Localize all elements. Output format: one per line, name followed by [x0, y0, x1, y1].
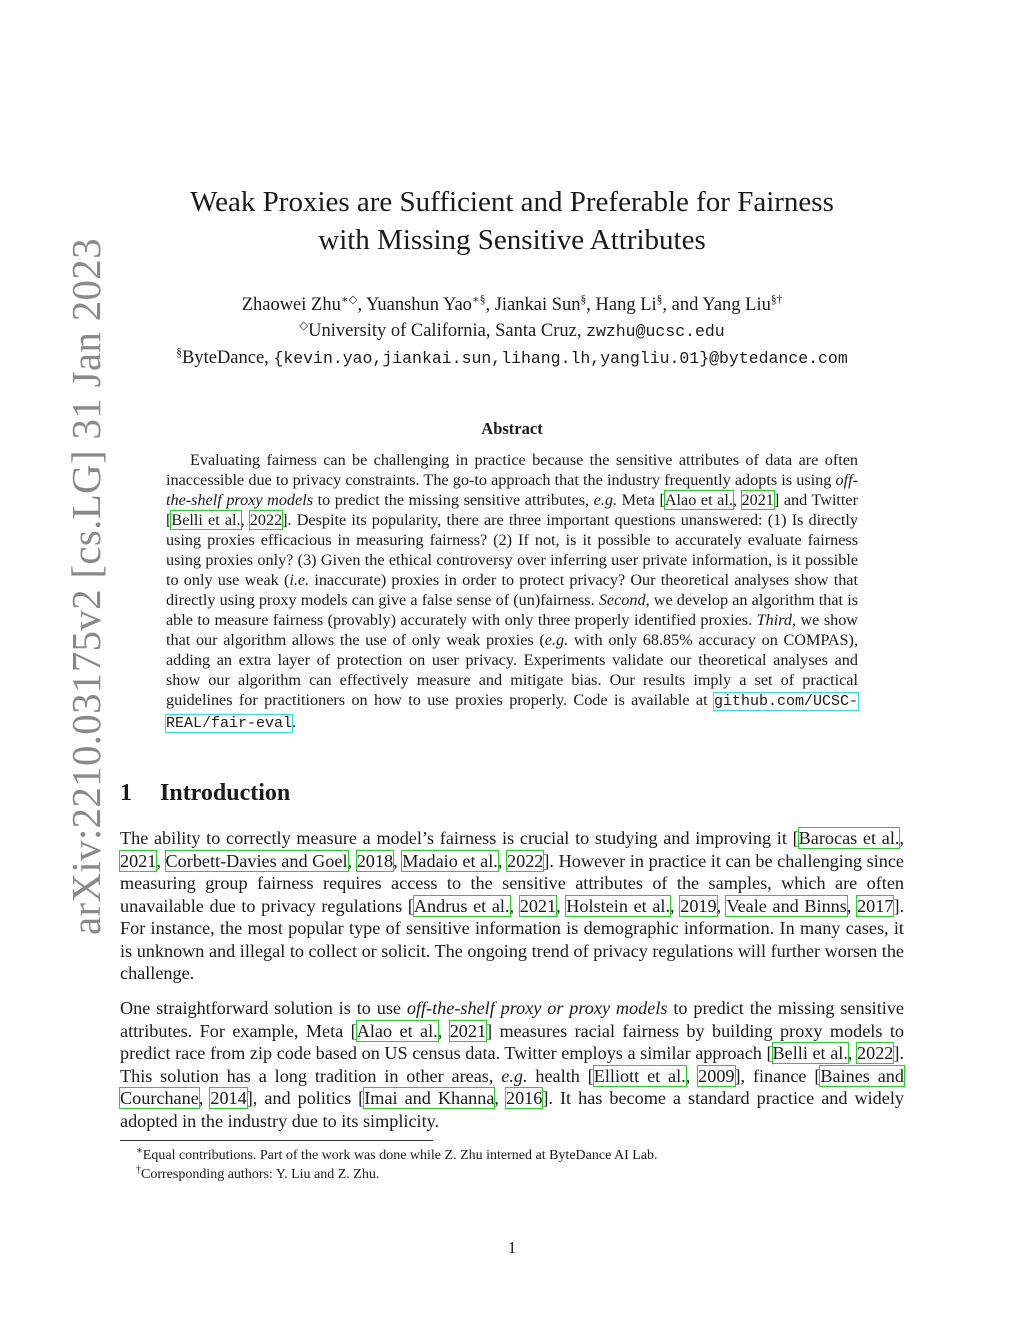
footnotes: [136, 1146, 658, 1184]
paragraph-text: health [: [527, 1065, 594, 1086]
citation-link[interactable]: 2022: [507, 850, 544, 871]
citation-link[interactable]: Belli et al.: [171, 511, 241, 529]
citation-link[interactable]: 2009: [698, 1065, 735, 1086]
author-mark: §: [580, 293, 587, 306]
citation-link[interactable]: 2022: [857, 1043, 894, 1063]
abstract-emphasis: e.g.: [544, 631, 569, 649]
paragraph-text: ]. It has become a standard practice and widely adopted in the industry due to its simplicity.: [120, 1088, 904, 1131]
abstract-text: Evaluating fairness can be challenging in practice because the sensitive attributes of data are often inaccessible due to privacy constraints. The go-to approach that the industry frequently adopts is using: [166, 451, 858, 489]
citation-link[interactable]: Imai and Khanna: [364, 1088, 495, 1108]
section-number: 1: [120, 780, 132, 806]
citation-link[interactable]: 2022: [249, 511, 283, 529]
abstract-emphasis: Second: [598, 591, 646, 609]
paragraph-emphasis: e.g.: [501, 1065, 528, 1086]
author-name: and Yang Liu: [671, 295, 771, 315]
citation-link[interactable]: Barocas et al.: [798, 828, 900, 848]
abstract-text: inaccurate) proxies in order to protect privacy? Our theoretical analyses show that directly using proxy models can give a false sense of (un)fairness.: [166, 571, 858, 609]
citation-link[interactable]: 2014: [210, 1088, 247, 1108]
paper-title: [140, 183, 884, 259]
affil-text: University of California, Santa Cruz,: [308, 321, 587, 341]
code-url-link[interactable]: github.com/UCSC-REAL/fair-eval: [166, 693, 858, 732]
abstract-emphasis: Third: [756, 611, 792, 629]
paragraph-text: The ability to correctly measure a model’s fairness is crucial to studying and improving it [: [120, 828, 799, 848]
citation-link[interactable]: Baines and Courchane: [120, 1065, 904, 1108]
citation-link[interactable]: 2021: [120, 850, 157, 871]
footnote-text: Equal contributions. Part of the work was done while Z. Zhu interned at ByteDance AI Lab.: [142, 1148, 658, 1163]
citation-link[interactable]: 2021: [741, 491, 774, 509]
paragraph-text: ]. For instance, the most popular type of sensitive information is demographic information. In many cases, it is unknown and illegal to collect or solicit. The ongoing trend of privacy regulations will further worsen the challenge.: [120, 895, 905, 983]
affil-mark: §: [176, 346, 182, 359]
paragraph-text: ], finance [: [734, 1065, 821, 1086]
author-name: Zhaowei Zhu: [241, 295, 341, 315]
citation-link[interactable]: 2018: [356, 850, 394, 871]
citation-link[interactable]: 2019: [680, 895, 717, 916]
citation-link[interactable]: Veale and Binns: [726, 895, 847, 916]
footnote-divider: [120, 1140, 433, 1141]
paragraph-text: ] measures racial fairness by building proxy models to predict race from zip code based on US census data. Twitter employs a similar approach [: [120, 1020, 904, 1063]
author-name: Jiankai Sun: [494, 295, 581, 315]
abstract-emphasis: off-the-shelf proxy models: [166, 471, 858, 509]
footnote-mark: †: [136, 1164, 141, 1176]
author-line: [120, 292, 904, 318]
arxiv-stamp-text: arXiv:2210.03175v2 [cs.LG] 31 Jan 2023: [63, 238, 109, 935]
email-link[interactable]: {kevin.yao,jiankai.sun,lihang.lh,yangliu.01}@bytedance.com: [273, 349, 848, 368]
paragraph-text: to predict the missing sensitive attributes. For example, Meta [: [120, 998, 904, 1041]
citation-link[interactable]: 2021: [519, 895, 557, 916]
author-name: Yuanshun Yao: [366, 295, 472, 315]
citation-link[interactable]: Elliott et al.: [593, 1065, 686, 1086]
abstract-body: Evaluating fairness can be challenging in practice because the sensitive attributes of data are often inaccessible due to privacy constraints. The go-to approach that the industry frequently adopts is using off-the-shelf proxy models to predict the missing sensitive attributes, e.g. Meta [Alao et al., 2021] and Twitter [Belli et al., 2022]. Despite its popularity, there are three important questions unanswered: (1) Is directly using proxies efficacious in measuring fairness? (2) If not, is it possible to accurately evaluate fairness using proxies only? (3) Given the ethical controversy over inferring user private information, is it possible to only use weak (i.e. inaccurate) proxies in order to protect privacy? Our theoretical analyses show that directly using proxy models can give a false sense of (un)fairness. Second, we develop an algorithm that is able to measure fairness (provably) accurately with only three properly identified proxies. Third, we show that our algorithm allows the use of only weak proxies (e.g. with only 68.85% accuracy on COMPAS), adding an extra layer of protection on user privacy. Experiments validate our theoretical analyses and show our algorithm can effectively measure and mitigate bias. Our results imply a set of practical guidelines for practitioners on how to use proxies properly. Code is available at github.com/UCSC-REAL/fair-eval.: [166, 451, 859, 732]
page-number: 1: [507, 1238, 517, 1257]
footnote-2: [136, 1165, 658, 1184]
email-link[interactable]: zwzhu@ucsc.edu: [586, 322, 725, 341]
citation-link[interactable]: Madaio et al.: [402, 850, 498, 871]
author-separator: ,: [662, 295, 672, 315]
author-mark: §†: [770, 293, 783, 306]
affil-mark: ◇: [299, 319, 309, 332]
author-separator: ,: [586, 295, 596, 315]
intro-paragraph-1: The ability to correctly measure a model’s fairness is crucial to studying and improving it [Barocas et al., 2021, Corbett-Davies and Goel, 2018, Madaio et al., 2022]. However in practice it can be challenging since measuring group fairness requires access to the sensitive attributes of the samples, which are often unavailable due to privacy regulations [Andrus et al., 2021, Holstein et al., 2019, Veale and Binns, 2017]. For instance, the most popular type of sensitive information is demographic information. In many cases, it is unknown and illegal to collect or solicit. The ongoing trend of privacy regulations will further worsen the challenge.: [120, 828, 905, 983]
abstract-text: Meta [: [617, 491, 665, 509]
abstract-text: with only 68.85% accuracy on COMPAS), adding an extra layer of protection on user privacy. Experiments validate our theoretical analyses and show our algorithm can effectively measure and mitigate bias. Our results imply a set of practical guidelines for practitioners on how to use proxies properly. Code is available at: [166, 631, 858, 709]
affiliation-bytedance: [120, 345, 904, 372]
paragraph-text: ]. However in practice it can be challenging since measuring group fairness requires access to the sensitive attributes of the samples, which are often unavailable due to privacy regulations [: [120, 850, 905, 916]
abstract-text: , we develop an algorithm that is able to measure fairness (provably) accurately with only three properly identified proxies.: [166, 591, 858, 629]
title-line-2: with Missing Sensitive Attributes: [318, 224, 706, 256]
affil-text: ByteDance,: [182, 348, 274, 368]
author-mark: ∗§: [471, 293, 486, 306]
footnote-text: Corresponding authors: Y. Liu and Z. Zhu.: [141, 1167, 380, 1182]
abstract-text: .: [292, 713, 297, 731]
abstract-emphasis: i.e.: [289, 571, 310, 589]
author-mark: §: [656, 293, 663, 306]
section-heading: [120, 780, 290, 807]
intro-paragraph-2: One straightforward solution is to use off-the-shelf proxy or proxy models to predict the missing sensitive attributes. For example, Meta [Alao et al., 2021] measures racial fairness by building proxy models to predict race from zip code based on US census data. Twitter employs a similar approach [Belli et al., 2022]. This solution has a long tradition in other areas, e.g. health [Elliott et al., 2009], finance [Baines and Courchane, 2014], and politics [Imai and Khanna, 2016]. It has become a standard practice and widely adopted in the industry due to its simplicity.: [120, 998, 904, 1131]
citation-link[interactable]: 2021: [449, 1020, 487, 1041]
paragraph-text: ], and politics [: [246, 1088, 365, 1108]
affiliation-ucsc: [120, 318, 904, 345]
paragraph-text: ]. This solution has a long tradition in other areas,: [120, 1043, 904, 1086]
paragraph-emphasis: off-the-shelf proxy or proxy models: [406, 998, 668, 1018]
citation-link[interactable]: Holstein et al.: [566, 895, 671, 916]
abstract-text: ]. Despite its popularity, there are three important questions unanswered: (1) Is directly using proxies efficacious in measuring fairness? (2) If not, is it possible to accurately evaluate fairness using proxies only? (3) Given the ethical controversy over inferring user private information, is it possible to only use weak (: [166, 511, 858, 589]
paragraph-text: One straightforward solution is to use: [120, 998, 407, 1018]
author-block: [120, 292, 904, 372]
abstract-emphasis: e.g.: [593, 491, 618, 509]
citation-link[interactable]: Alao et al.: [356, 1020, 438, 1041]
abstract-text: to predict the missing sensitive attributes,: [313, 491, 594, 509]
abstract-heading: Abstract: [481, 419, 543, 438]
author-separator: ,: [357, 295, 367, 315]
citation-link[interactable]: Andrus et al.: [413, 895, 510, 916]
citation-link[interactable]: 2017: [857, 895, 894, 916]
abstract-text: ] and Twitter [: [166, 491, 859, 529]
section-title: Introduction: [160, 780, 291, 806]
citation-link[interactable]: Corbett-Davies and Goel: [165, 850, 348, 871]
citation-link[interactable]: Belli et al.: [772, 1043, 848, 1063]
abstract-text: , we show that our algorithm allows the use of only weak proxies (: [166, 611, 858, 649]
author-separator: ,: [485, 295, 495, 315]
footnote-mark: ∗: [136, 1145, 143, 1157]
footnote-1: [136, 1146, 658, 1165]
citation-link[interactable]: 2016: [505, 1088, 543, 1108]
author-mark: ∗◇: [340, 293, 358, 306]
author-name: Hang Li: [595, 295, 657, 315]
title-line-1: Weak Proxies are Sufficient and Preferable for Fairness: [190, 186, 834, 218]
citation-link[interactable]: Alao et al.: [664, 491, 733, 509]
